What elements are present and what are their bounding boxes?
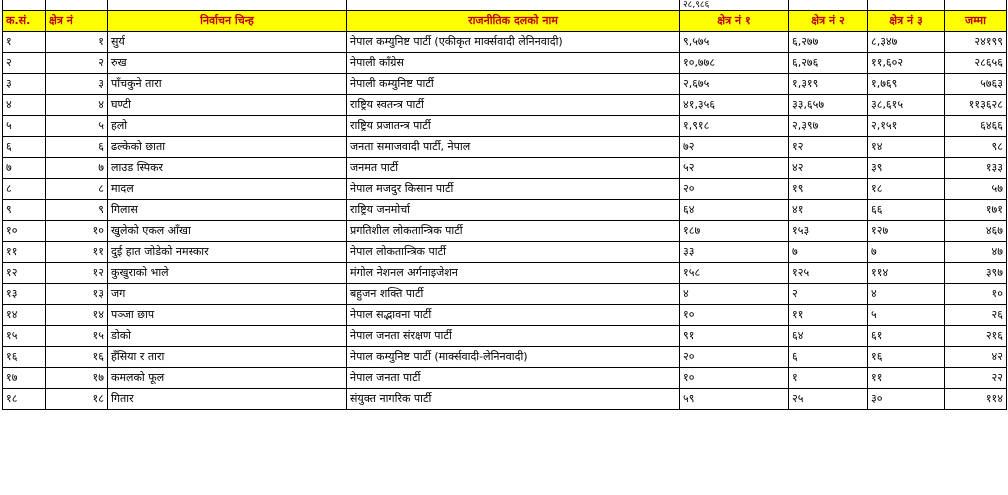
table-row xyxy=(3,305,1007,326)
cell-area1: १० xyxy=(680,305,789,326)
cell-area3: ३८,६१५ xyxy=(868,95,945,116)
cell-area1: १८७ xyxy=(680,221,789,242)
cell-sn: ८ xyxy=(3,179,46,200)
cell-symbol: हँसिया र तारा xyxy=(108,347,347,368)
cell-area1: ६४ xyxy=(680,200,789,221)
cell-area1: १० xyxy=(680,368,789,389)
table-row xyxy=(3,116,1007,137)
cell-area3: ५ xyxy=(868,305,945,326)
cell-symbol: मादल xyxy=(108,179,347,200)
cell-total: ५७ xyxy=(945,179,1007,200)
top-cell-area1: २८,९८६ xyxy=(680,0,789,11)
header-area3: क्षेत्र नं ३ xyxy=(868,11,945,32)
cell-sn: १ xyxy=(3,32,46,53)
cell-total: २२ xyxy=(945,368,1007,389)
cell-area2: १२५ xyxy=(789,263,868,284)
cell-party: नेपाल जनता पार्टी xyxy=(347,368,680,389)
cell-total: ६४६६ xyxy=(945,116,1007,137)
top-cell-area xyxy=(46,0,108,11)
cell-area: ६ xyxy=(46,137,108,158)
cell-area2: १५३ xyxy=(789,221,868,242)
cell-area3: १,७६९ xyxy=(868,74,945,95)
cell-total: २६ xyxy=(945,305,1007,326)
cell-sn: ४ xyxy=(3,95,46,116)
cell-symbol: ढल्केको छाता xyxy=(108,137,347,158)
cell-area3: ३९ xyxy=(868,158,945,179)
cell-area1: २,६७५ xyxy=(680,74,789,95)
top-cell-symbol xyxy=(108,0,347,11)
cell-area1: ३३ xyxy=(680,242,789,263)
cell-total: ३९७ xyxy=(945,263,1007,284)
cell-symbol: घण्टी xyxy=(108,95,347,116)
results-table xyxy=(2,0,1007,410)
table-row xyxy=(3,53,1007,74)
table-row xyxy=(3,158,1007,179)
table-row xyxy=(3,326,1007,347)
cell-sn: २ xyxy=(3,53,46,74)
cell-area2: ११ xyxy=(789,305,868,326)
table-row xyxy=(3,32,1007,53)
cell-area3: ८,३४७ xyxy=(868,32,945,53)
header-sn: क.सं. xyxy=(3,11,46,32)
cell-sn: १० xyxy=(3,221,46,242)
cell-area2: ६,२७७ xyxy=(789,32,868,53)
cell-area3: ६६ xyxy=(868,200,945,221)
cell-party: नेपाल जनता संरक्षण पार्टी xyxy=(347,326,680,347)
cell-area: १८ xyxy=(46,389,108,410)
header-row xyxy=(3,11,1007,32)
table-row xyxy=(3,179,1007,200)
cell-total: १३३ xyxy=(945,158,1007,179)
cell-party: मंगोल नेशनल अर्गनाइजेशन xyxy=(347,263,680,284)
cell-area2: १२ xyxy=(789,137,868,158)
cell-area2: ४१ xyxy=(789,200,868,221)
cell-sn: १५ xyxy=(3,326,46,347)
cell-area3: १८ xyxy=(868,179,945,200)
cell-area3: ६१ xyxy=(868,326,945,347)
cell-area2: ४२ xyxy=(789,158,868,179)
cell-total: ९८ xyxy=(945,137,1007,158)
cell-party: नेपाल मजदुर किसान पार्टी xyxy=(347,179,680,200)
cell-sn: १२ xyxy=(3,263,46,284)
table-row xyxy=(3,242,1007,263)
table-row xyxy=(3,347,1007,368)
table-row xyxy=(3,221,1007,242)
table-row xyxy=(3,137,1007,158)
cell-area: ११ xyxy=(46,242,108,263)
header-party: राजनीतिक दलको नाम xyxy=(347,11,680,32)
top-cell-party xyxy=(347,0,680,11)
header-total: जम्मा xyxy=(945,11,1007,32)
cell-area3: ७ xyxy=(868,242,945,263)
cell-party: नेपाल सद्भावना पार्टी xyxy=(347,305,680,326)
cell-total: ११३६२८ xyxy=(945,95,1007,116)
cell-area1: ५९ xyxy=(680,389,789,410)
cell-total: २४१९९ xyxy=(945,32,1007,53)
cell-symbol: खुलेको एकल आँखा xyxy=(108,221,347,242)
cell-symbol: जग xyxy=(108,284,347,305)
cell-area1: ९,५७५ xyxy=(680,32,789,53)
cell-sn: १८ xyxy=(3,389,46,410)
cell-total: २८६५६ xyxy=(945,53,1007,74)
cell-sn: ६ xyxy=(3,137,46,158)
table-row xyxy=(3,368,1007,389)
cell-area1: २० xyxy=(680,347,789,368)
cell-symbol: दुई हात जोडेको नमस्कार xyxy=(108,242,347,263)
cell-area: १७ xyxy=(46,368,108,389)
cell-area3: १६ xyxy=(868,347,945,368)
cell-symbol: डोको xyxy=(108,326,347,347)
table-row xyxy=(3,95,1007,116)
cell-area1: ७२ xyxy=(680,137,789,158)
cell-party: नेपाली काँग्रेस xyxy=(347,53,680,74)
cell-sn: ३ xyxy=(3,74,46,95)
cell-area2: १ xyxy=(789,368,868,389)
cell-party: प्रगतिशील लोकतान्त्रिक पार्टी xyxy=(347,221,680,242)
top-cell-sn xyxy=(3,0,46,11)
cell-area: १० xyxy=(46,221,108,242)
cell-party: नेपाल कम्युनिष्ट पार्टी (मार्क्सवादी-लेनिनवादी) xyxy=(347,347,680,368)
cell-area: ७ xyxy=(46,158,108,179)
cell-area: १२ xyxy=(46,263,108,284)
cell-area2: २ xyxy=(789,284,868,305)
cell-area: ८ xyxy=(46,179,108,200)
cell-symbol: रुख xyxy=(108,53,347,74)
cell-sn: १३ xyxy=(3,284,46,305)
cell-symbol: सुर्य xyxy=(108,32,347,53)
header-area: क्षेत्र नं xyxy=(46,11,108,32)
cell-party: नेपाल कम्युनिष्ट पार्टी (एकीकृत मार्क्सवादी लेनिनवादी) xyxy=(347,32,680,53)
cell-symbol: कुखुराको भाले xyxy=(108,263,347,284)
cell-area: १५ xyxy=(46,326,108,347)
cell-area2: ६ xyxy=(789,347,868,368)
cell-area1: ४१,३५६ xyxy=(680,95,789,116)
top-cell-area2 xyxy=(789,0,868,11)
cell-area1: ४ xyxy=(680,284,789,305)
cell-total: ४६७ xyxy=(945,221,1007,242)
cell-area: ३ xyxy=(46,74,108,95)
cell-area3: २,१५१ xyxy=(868,116,945,137)
cell-symbol: लाउड स्पिकर xyxy=(108,158,347,179)
cell-sn: ५ xyxy=(3,116,46,137)
cell-area: २ xyxy=(46,53,108,74)
cell-symbol: पाँचकुने तारा xyxy=(108,74,347,95)
cell-total: १७१ xyxy=(945,200,1007,221)
cell-total: ४२ xyxy=(945,347,1007,368)
cell-area2: २५ xyxy=(789,389,868,410)
cell-party: राष्ट्रिय स्वतन्त्र पार्टी xyxy=(347,95,680,116)
header-symbol: निर्वाचन चिन्ह xyxy=(108,11,347,32)
cell-area2: ३३,६५७ xyxy=(789,95,868,116)
cell-total: १० xyxy=(945,284,1007,305)
cell-area2: ६४ xyxy=(789,326,868,347)
cell-area3: ११ xyxy=(868,368,945,389)
table-row xyxy=(3,200,1007,221)
cell-sn: १७ xyxy=(3,368,46,389)
cell-party: बहुजन शक्ति पार्टी xyxy=(347,284,680,305)
cell-area2: ६,२७६ xyxy=(789,53,868,74)
cell-area: ५ xyxy=(46,116,108,137)
cell-party: संयुक्त नागरिक पार्टी xyxy=(347,389,680,410)
cell-area3: ४ xyxy=(868,284,945,305)
cell-symbol: हलो xyxy=(108,116,347,137)
cell-area2: १,३१९ xyxy=(789,74,868,95)
cell-total: ४७ xyxy=(945,242,1007,263)
cell-sn: ७ xyxy=(3,158,46,179)
cell-total: ११४ xyxy=(945,389,1007,410)
cell-party: नेपाली कम्युनिष्ट पार्टी xyxy=(347,74,680,95)
table-row xyxy=(3,74,1007,95)
cell-symbol: गिलास xyxy=(108,200,347,221)
top-partial-row xyxy=(3,0,1007,11)
cell-total: २१६ xyxy=(945,326,1007,347)
header-area1: क्षेत्र नं १ xyxy=(680,11,789,32)
cell-symbol: गितार xyxy=(108,389,347,410)
cell-area1: १,९१८ xyxy=(680,116,789,137)
cell-area: १६ xyxy=(46,347,108,368)
cell-party: जनता समाजवादी पार्टी, नेपाल xyxy=(347,137,680,158)
cell-area3: ११४ xyxy=(868,263,945,284)
cell-party: जनमत पार्टी xyxy=(347,158,680,179)
cell-symbol: कमलको फूल xyxy=(108,368,347,389)
cell-party: राष्ट्रिय प्रजातन्त्र पार्टी xyxy=(347,116,680,137)
cell-sn: १४ xyxy=(3,305,46,326)
cell-area1: ५२ xyxy=(680,158,789,179)
cell-area: १ xyxy=(46,32,108,53)
table-body xyxy=(3,32,1007,410)
cell-total: ५७६३ xyxy=(945,74,1007,95)
cell-area1: २० xyxy=(680,179,789,200)
cell-area3: ३० xyxy=(868,389,945,410)
cell-area1: १०,७७८ xyxy=(680,53,789,74)
header-area2: क्षेत्र नं २ xyxy=(789,11,868,32)
cell-sn: ११ xyxy=(3,242,46,263)
cell-area: १४ xyxy=(46,305,108,326)
cell-area2: २,३९७ xyxy=(789,116,868,137)
cell-area3: १४ xyxy=(868,137,945,158)
cell-area: १३ xyxy=(46,284,108,305)
cell-party: राष्ट्रिय जनमोर्चा xyxy=(347,200,680,221)
table-row xyxy=(3,389,1007,410)
cell-party: नेपाल लोकतान्त्रिक पार्टी xyxy=(347,242,680,263)
table-row xyxy=(3,263,1007,284)
cell-area1: ९१ xyxy=(680,326,789,347)
cell-symbol: पञ्जा छाप xyxy=(108,305,347,326)
cell-sn: १६ xyxy=(3,347,46,368)
top-cell-area3 xyxy=(868,0,945,11)
results-sheet xyxy=(2,0,1007,410)
cell-area2: ७ xyxy=(789,242,868,263)
cell-area3: १२७ xyxy=(868,221,945,242)
cell-area: ४ xyxy=(46,95,108,116)
cell-area2: १९ xyxy=(789,179,868,200)
cell-area1: १५८ xyxy=(680,263,789,284)
table-row xyxy=(3,284,1007,305)
cell-area: ९ xyxy=(46,200,108,221)
cell-sn: ९ xyxy=(3,200,46,221)
cell-area3: ११,६०२ xyxy=(868,53,945,74)
top-cell-total xyxy=(945,0,1007,11)
